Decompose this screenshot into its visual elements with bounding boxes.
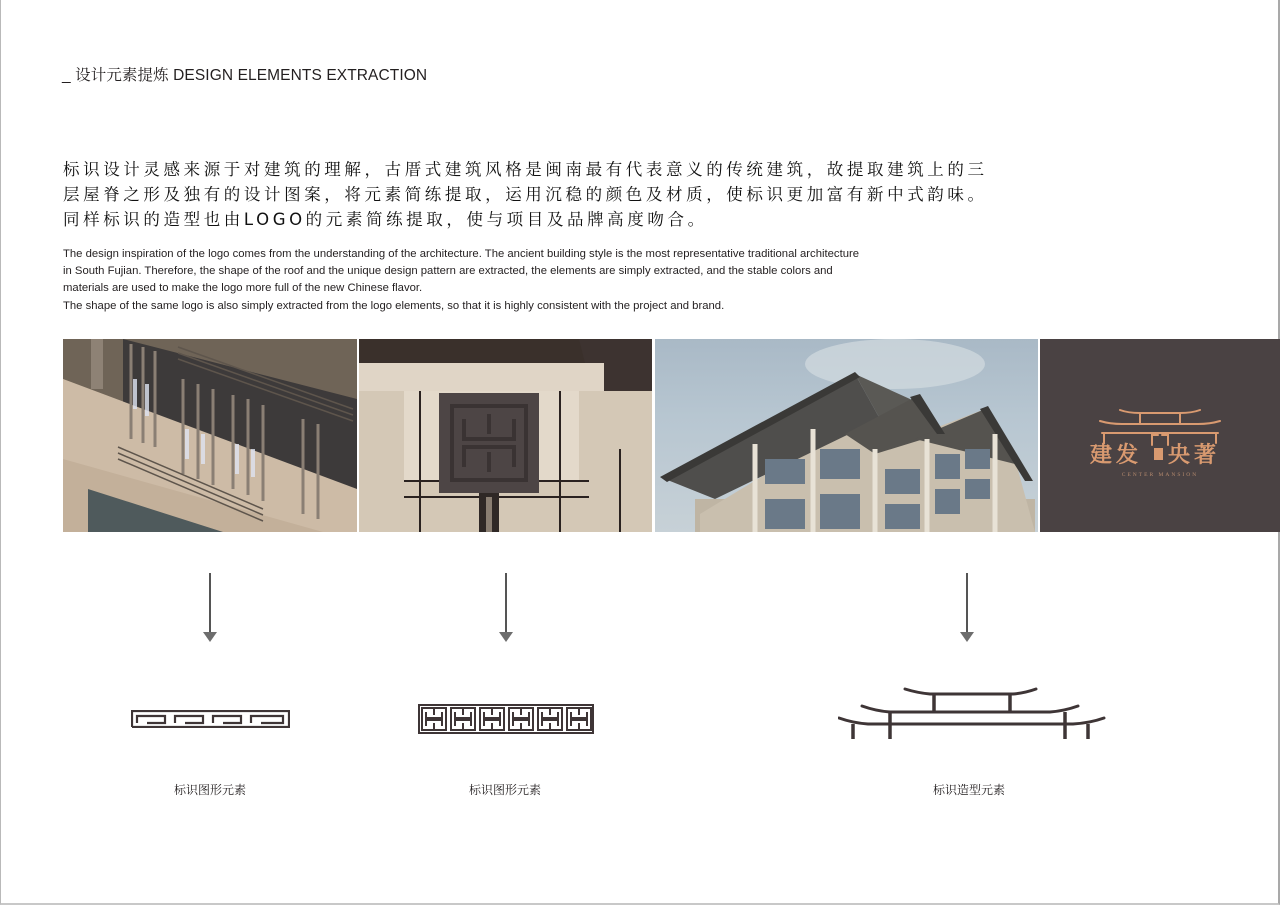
lattice-pattern-icon [418, 704, 594, 734]
logo-text-en: CENTER MANSION [1121, 472, 1199, 478]
brand-logo-panel [1040, 339, 1280, 532]
photo-facade-lattice [63, 339, 357, 532]
section-title: _ 设计元素提炼 DESIGN ELEMENTS EXTRACTION [62, 67, 428, 84]
arrow-down-icon [499, 573, 513, 643]
arrow-down-icon [203, 573, 217, 643]
english-line: The shape of the same logo is also simply extracted from the logo elements, so that it is highly consistent with the project and brand. [63, 299, 725, 312]
english-line: materials are used to make the logo more full of the new Chinese flavor. [63, 282, 423, 295]
logo-text-right: 央著 [1168, 442, 1221, 468]
logo-text-left: 建发 [1090, 442, 1143, 468]
chinese-line: 标识设计灵感来源于对建筑的理解，古厝式建筑风格是闽南最有代表意义的传统建筑，故提取建筑上的三 [63, 160, 988, 179]
english-line: in South Fujian. Therefore, the shape of the roof and the unique design pattern are extracted, the elements are simply extracted, and the stable colors and [63, 265, 833, 278]
facade-lattice-image [63, 339, 357, 532]
english-description [63, 246, 1023, 315]
meander-pattern-icon [131, 710, 290, 728]
chinese-description [63, 157, 1023, 232]
photo-tiered-building [655, 339, 1038, 532]
arrow-down-icon [960, 573, 974, 643]
facade-ornament-image [359, 339, 652, 532]
chinese-line: 层屋脊之形及独有的设计图案，将元素简练提取，运用沉稳的颜色及材质，使标识更加富有新中式韵味。 [63, 185, 988, 204]
element-caption: 标识图形元素 [174, 783, 247, 797]
roof-logo-mark [1040, 339, 1280, 532]
tiered-building-image [655, 339, 1038, 532]
tiered-roof-icon [838, 686, 1106, 740]
element-caption: 标识造型元素 [933, 783, 1006, 797]
photo-facade-ornament [359, 339, 652, 532]
english-line: The design inspiration of the logo comes from the understanding of the architecture. The ancient building style is the most representative traditional architecture [63, 248, 860, 260]
element-caption: 标识图形元素 [469, 783, 542, 797]
chinese-line: 同样标识的造型也由LOGO的元素简练提取，使与项目及品牌高度吻合。 [63, 210, 708, 229]
